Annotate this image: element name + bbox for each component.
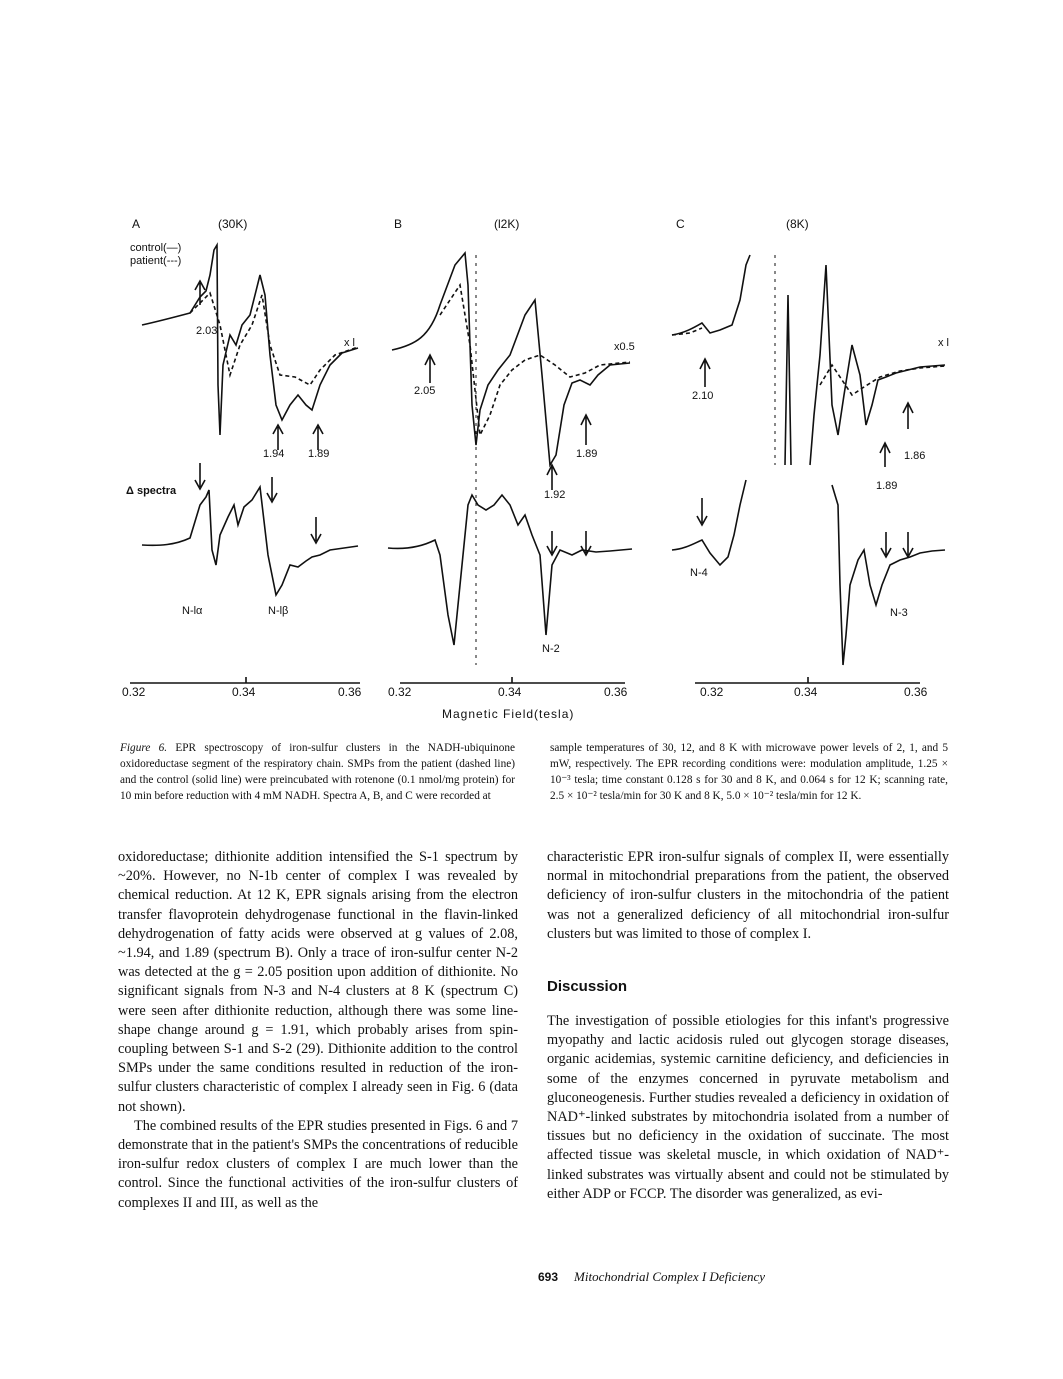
panel-a-tick-0.36: 0.36 [338, 685, 362, 699]
panel-c-arrow-1.89 [880, 443, 890, 467]
panel-a-delta-label-2: N-lβ [268, 605, 289, 617]
panel-b-g-1.89: 1.89 [576, 448, 598, 460]
panel-b-letter: B [394, 217, 403, 231]
caption-left-text: EPR spectroscopy of iron-sulfur clusters in the NADH-ubiquinone oxidoreductase segment of the respiratory chain. SMPs from the patient (dashed line) and the control (solid line) were preincubated with rotenone (0.1 nmol/mg protein) for 10 min before reduction with 4 mM NADH. Spectra A, B, and C were recorded at [120, 742, 515, 802]
body-left-paragraph-1: oxidoreductase; dithionite addition intensified the S-1 spectrum by ~20%. However, no N-1b center of complex I was revealed by chemical reduction. At 12 K, EPR signals arising from the electron transfer flavoprotein dehydrogenase functional in the flavin-linked dehydrogenation of fatty acids were observed at g values of 2.08, ~1.94, and 1.89 (spectrum B). Only a trace of iron-sulfur center N-2 was detected at the g = 2.05 position upon addition of dithionite. No significant signals from N-3 and N-4 clusters at 8 K (spectrum C) were seen after dithionite reduction, although there was some line-shape change around g = 1.91, which probably arises from spin-coupling between S-1 and S-2 (29). Dithionite addition to the control SMPs under the same conditions resulted in reduction of the iron-sulfur clusters characteristic of complex I already seen in Fig. 6 (data not shown). [118, 849, 518, 1115]
panel-c-delta-trace [672, 480, 746, 565]
panel-c-arrow-1.86 [903, 403, 913, 429]
figure-caption-left [120, 740, 515, 804]
panel-b-arrow-2.05 [425, 355, 435, 383]
panel-a-arrow-1.94 [273, 425, 283, 450]
page-footer [538, 1269, 765, 1285]
panel-c-delta-label-2: N-3 [890, 607, 908, 619]
page-number: 693 [538, 1270, 559, 1284]
panel-b-scale: x0.5 [614, 341, 635, 353]
panel-c-delta-arrow-1 [881, 532, 891, 557]
panel-a-control-trace [142, 245, 358, 435]
body-right-column-top [547, 848, 949, 944]
panel-b-tick-0.32: 0.32 [388, 685, 412, 699]
panel-c-letter: C [676, 217, 685, 231]
panel-a-scale: x l [344, 337, 355, 349]
legend-patient: patient(---) [130, 255, 182, 267]
panel-b-arrow-1.92 [547, 465, 557, 490]
panel-b-arrow-1.89 [581, 415, 591, 445]
panel-c-patient-trace-2 [820, 365, 945, 395]
panel-b-tick-0.34: 0.34 [498, 685, 522, 699]
panel-a-g-1.94: 1.94 [263, 448, 285, 460]
panel-b-tick-0.36: 0.36 [604, 685, 628, 699]
panel-c-delta-label-1: N-4 [690, 567, 708, 579]
panel-c-delta-arrow-2 [903, 532, 913, 557]
panel-b-g-1.92: 1.92 [544, 489, 566, 501]
panel-c-g-1.89: 1.89 [876, 480, 898, 492]
panel-c-control-trace [672, 255, 750, 335]
x-axis-label: Magnetic Field(tesla) [442, 707, 575, 721]
epr-figure [120, 205, 965, 725]
panel-a-temperature: (30K) [218, 217, 248, 231]
legend-control: control(—) [130, 242, 182, 254]
section-heading-discussion: Discussion [547, 978, 628, 995]
running-title: Mitochondrial Complex I Deficiency [574, 1269, 766, 1284]
panel-a-arrow-1.89 [313, 425, 323, 450]
figure-label: Figure 6. [120, 742, 168, 754]
panel-c-tick-0.36: 0.36 [904, 685, 928, 699]
panel-b-delta-arrow-1 [547, 531, 557, 555]
panel-c-g-2.10: 2.10 [692, 390, 714, 402]
panel-a-delta-label-1: N-lα [182, 605, 203, 617]
epr-spectra-plot [120, 205, 965, 705]
panel-a-patient-trace [190, 293, 358, 385]
panel-b-g-2.05: 2.05 [414, 385, 436, 397]
panel-b-delta-trace [388, 495, 632, 645]
body-right-paragraph-2: The investigation of possible etiologies for this infant's progressive myopathy and lactic acidosis ruled out glycogen storage diseases, organic acidemias, systemic carnitine deficiency, and deficiencies in some of the enzymes concerned in pyruvate metabolism and gluconeogenesis. Further studies revealed a deficiency in oxidation of NAD⁺-linked substrates by mitochondria isolated from a number of tissues but no deficiency in the oxidation of succinate. The most affected tissue was skeletal muscle, in which oxidation of NAD⁺-linked substrates was virtually absent and could not be stimulated by either ADP or FCCP. The disorder was generalized, as evi- [547, 1013, 949, 1202]
panel-a-delta-trace [142, 487, 358, 595]
figure-caption-right: sample temperatures of 30, 12, and 8 K with microwave power levels of 2, 1, and 5 mW, respectively. The EPR recording conditions were: modulation amplitude, 1.25 × 10⁻³ tesla; time constant 0.128 s for 30 and 8 K, and 0.064 s for 12 K; scanning rate, 2.5 × 10⁻² tesla/min for 30 K and 8 K, 5.0 × 10⁻² tesla/min for 12 K. [550, 742, 948, 802]
panel-b-delta-label-1: N-2 [542, 643, 560, 655]
body-right-column-bottom [547, 1012, 949, 1204]
panel-a-tick-0.34: 0.34 [232, 685, 256, 699]
panel-c-tick-0.32: 0.32 [700, 685, 724, 699]
panel-c-g-1.86: 1.86 [904, 450, 926, 462]
panel-a-tick-0.32: 0.32 [122, 685, 146, 699]
delta-spectra-label: Δ spectra [126, 485, 177, 497]
body-left-column [118, 848, 518, 1213]
panel-a-g-2.03: 2.03 [196, 325, 218, 337]
panel-c-arrow-2.10 [700, 359, 710, 387]
panel-c-delta-arrow-n4 [697, 498, 707, 525]
body-right-paragraph-1: characteristic EPR iron-sulfur signals of complex II, were essentially normal in mitochondrial preparations from the patient, the observed deficiency of iron-sulfur clusters in the mitochondria of the patient was not a generalized deficiency of all mitochondrial iron-sulfur clusters but was limited to those of complex I. [547, 849, 949, 942]
panel-c-tick-0.34: 0.34 [794, 685, 818, 699]
panel-a-g-1.89: 1.89 [308, 448, 330, 460]
panel-c-control-trace-2 [785, 265, 945, 465]
panel-a-delta-arrow-1 [195, 463, 205, 489]
body-left-paragraph-2: The combined results of the EPR studies presented in Figs. 6 and 7 demonstrate that in the patient's SMPs the concentrations of reducible iron-sulfur redox clusters of complex I are much lower than the control. Since the functional activities of the iron-sulfur clusters of complexes II and III, as well as the [118, 1117, 518, 1211]
panel-c-temperature: (8K) [786, 217, 809, 231]
panel-c-delta-trace-2 [832, 485, 945, 665]
panel-a-delta-arrow-3 [311, 517, 321, 543]
panel-a-letter: A [132, 217, 141, 231]
panel-b-temperature: (l2K) [494, 217, 520, 231]
panel-c-scale: x l [938, 337, 949, 349]
panel-a-delta-arrow-2 [267, 477, 277, 502]
